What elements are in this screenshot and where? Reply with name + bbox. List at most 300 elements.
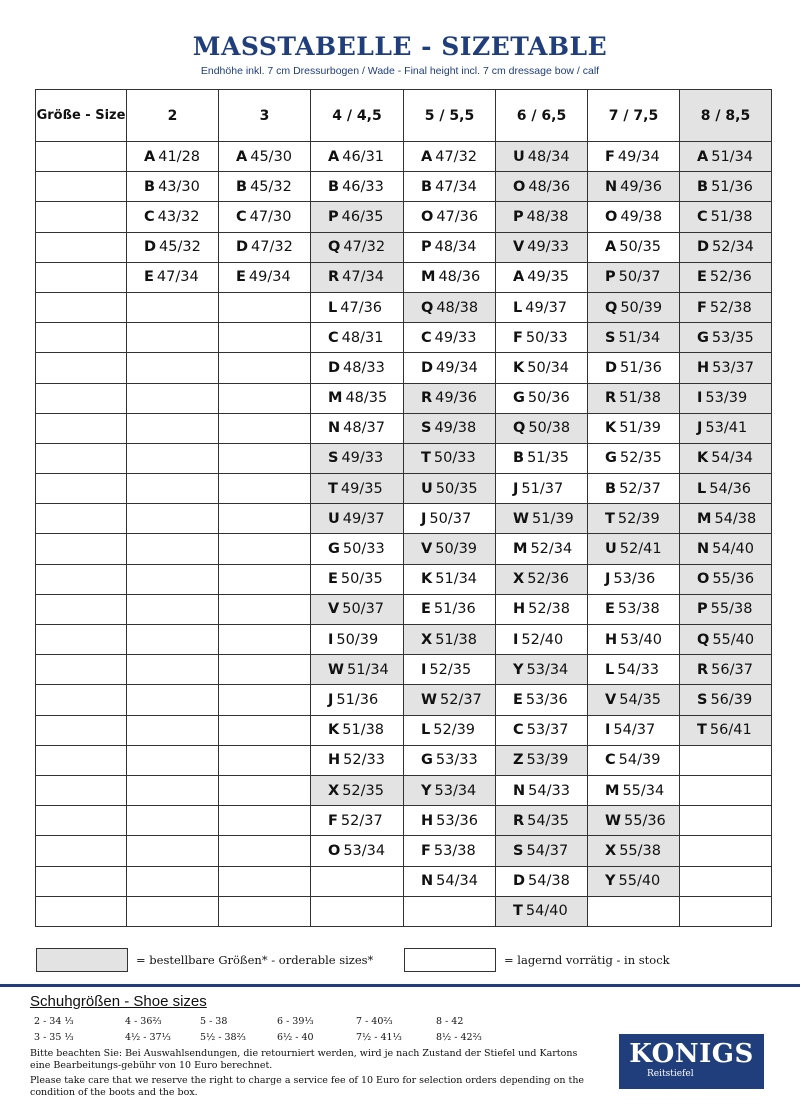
size-cell xyxy=(311,474,404,504)
size-cell xyxy=(496,534,588,564)
cell-letter: P xyxy=(328,208,339,225)
cell-letter: T xyxy=(421,450,431,467)
cell-value: 54/35 xyxy=(527,812,569,829)
size-cell xyxy=(219,594,311,624)
cell-value: 49/35 xyxy=(340,480,383,497)
size-cell xyxy=(311,896,404,926)
cell-letter: S xyxy=(328,450,339,467)
size-cell xyxy=(496,353,588,383)
cell-value: 48/33 xyxy=(343,359,385,376)
cell-letter: I xyxy=(421,661,427,678)
cell-letter: V xyxy=(513,239,525,256)
cell-value: 46/31 xyxy=(342,148,385,165)
size-cell xyxy=(127,534,219,564)
size-cell xyxy=(588,443,680,473)
cell-value: 53/38 xyxy=(433,842,476,859)
size-cell xyxy=(36,202,127,232)
cell-letter: J xyxy=(605,571,611,588)
size-cell xyxy=(496,172,588,202)
cell-value: 53/37 xyxy=(526,722,569,739)
cell-letter: M xyxy=(513,541,528,558)
size-cell xyxy=(404,806,496,836)
size-cell xyxy=(219,172,311,202)
cell-letter: B xyxy=(421,178,433,195)
size-cell xyxy=(496,806,588,836)
cell-value: 47/34 xyxy=(342,269,384,286)
cell-value: 56/39 xyxy=(710,691,753,708)
table-row xyxy=(36,353,772,383)
size-cell xyxy=(311,202,404,232)
cell-value: 55/36 xyxy=(712,571,755,588)
size-cell xyxy=(311,775,404,805)
header-row xyxy=(36,90,772,142)
cell-value: 54/35 xyxy=(619,691,662,708)
table-row xyxy=(36,685,772,715)
cell-letter: X xyxy=(605,842,617,859)
konigs-logo xyxy=(619,1034,764,1089)
cell-value: 55/36 xyxy=(624,812,666,829)
cell-letter: R xyxy=(697,661,709,678)
cell-value: 52/35 xyxy=(619,450,662,467)
size-cell xyxy=(404,896,496,926)
size-cell xyxy=(404,413,496,443)
size-cell xyxy=(496,685,588,715)
cell-letter: V xyxy=(421,541,433,558)
cell-letter: K xyxy=(697,450,709,467)
cell-value: 49/33 xyxy=(434,329,477,346)
cell-letter: L xyxy=(513,299,523,316)
size-cell xyxy=(311,413,404,443)
table-row xyxy=(36,413,772,443)
cell-letter: I xyxy=(513,631,519,648)
cell-value: 43/30 xyxy=(158,178,200,195)
size-cell xyxy=(219,775,311,805)
cell-value: 50/33 xyxy=(342,541,385,558)
cell-value: 49/34 xyxy=(436,359,478,376)
table-row xyxy=(36,504,772,534)
cell-letter: G xyxy=(421,752,433,769)
size-cell xyxy=(219,232,311,262)
cell-value: 53/34 xyxy=(526,661,569,678)
page-subtitle: Endhöhe inkl. 7 cm Dressurbogen / Wade - Final height incl. 7 cm dressage bow / calf xyxy=(200,65,600,77)
size-cell xyxy=(588,504,680,534)
size-cell xyxy=(496,594,588,624)
size-cell xyxy=(219,745,311,775)
cell-letter: M xyxy=(328,390,343,407)
size-cell xyxy=(219,142,311,172)
cell-letter: K xyxy=(328,722,340,739)
size-cell xyxy=(36,866,127,896)
cell-value: 52/35 xyxy=(342,782,384,799)
cell-letter: S xyxy=(513,842,524,859)
size-cell xyxy=(36,685,127,715)
size-cell xyxy=(588,534,680,564)
size-cell xyxy=(311,383,404,413)
cell-letter: E xyxy=(697,269,707,286)
header-size-1: 2 xyxy=(127,90,219,142)
cell-value: 52/35 xyxy=(429,661,472,678)
legend-orderable-label: = bestellbare Größen* - orderable sizes* xyxy=(136,953,374,967)
cell-value: 41/28 xyxy=(158,148,201,165)
size-cell xyxy=(588,866,680,896)
shoe-size-entry: 5½ - 38⅔ xyxy=(200,1032,246,1043)
cell-letter: E xyxy=(421,601,431,618)
cell-letter: C xyxy=(513,722,524,739)
cell-value: 48/37 xyxy=(343,420,385,437)
header-size-5: 6 / 6,5 xyxy=(496,90,588,142)
cell-value: 50/33 xyxy=(433,450,476,467)
page-title: MASSTABELLE - SIZETABLE xyxy=(192,32,608,61)
size-cell xyxy=(127,413,219,443)
cell-value: 51/38 xyxy=(435,631,477,648)
size-cell xyxy=(127,443,219,473)
cell-value: 49/37 xyxy=(342,510,385,527)
cell-value: 47/34 xyxy=(435,178,477,195)
size-cell xyxy=(127,383,219,413)
shoe-size-entry: 4 - 36⅔ xyxy=(125,1016,162,1027)
cell-letter: Q xyxy=(605,299,618,316)
cell-value: 50/37 xyxy=(618,269,661,286)
size-cell xyxy=(311,142,404,172)
cell-value: 51/38 xyxy=(342,722,385,739)
table-row xyxy=(36,745,772,775)
cell-letter: T xyxy=(697,722,707,739)
cell-letter: P xyxy=(697,601,708,618)
cell-letter: L xyxy=(697,480,707,497)
size-cell xyxy=(311,232,404,262)
size-cell xyxy=(588,685,680,715)
size-cell xyxy=(588,896,680,926)
size-cell xyxy=(36,564,127,594)
cell-letter: T xyxy=(513,903,523,920)
cell-value: 53/38 xyxy=(617,601,660,618)
cell-letter: J xyxy=(421,510,427,527)
cell-value: 51/35 xyxy=(527,450,569,467)
cell-letter: J xyxy=(697,420,703,437)
size-cell xyxy=(404,292,496,322)
size-cell xyxy=(127,172,219,202)
size-cell xyxy=(588,745,680,775)
cell-value: 52/38 xyxy=(709,299,752,316)
size-cell xyxy=(588,655,680,685)
cell-value: 51/34 xyxy=(347,661,389,678)
cell-letter: S xyxy=(605,329,616,346)
cell-letter: T xyxy=(605,510,615,527)
size-cell xyxy=(36,353,127,383)
cell-letter: A xyxy=(513,269,525,286)
size-cell xyxy=(219,625,311,655)
cell-letter: N xyxy=(328,420,341,437)
cell-letter: M xyxy=(421,269,436,286)
size-cell xyxy=(219,564,311,594)
cell-value: 53/39 xyxy=(526,752,569,769)
cell-value: 48/34 xyxy=(527,148,570,165)
header-size-6: 7 / 7,5 xyxy=(588,90,680,142)
shoe-size-entry: 4½ - 37⅓ xyxy=(125,1032,171,1043)
size-cell xyxy=(127,625,219,655)
size-cell xyxy=(36,413,127,443)
size-cell xyxy=(588,594,680,624)
table-row xyxy=(36,836,772,866)
size-cell xyxy=(127,866,219,896)
shoe-sizes-title: Schuhgrößen - Shoe sizes xyxy=(30,993,207,1010)
cell-letter: M xyxy=(697,510,712,527)
cell-letter: C xyxy=(421,329,432,346)
size-cell xyxy=(219,474,311,504)
header-size-label: Größe - Size xyxy=(36,90,127,142)
cell-value: 51/36 xyxy=(433,601,476,618)
size-cell xyxy=(680,504,772,534)
cell-value: 52/38 xyxy=(528,601,570,618)
cell-value: 49/36 xyxy=(620,178,662,195)
size-cell xyxy=(311,443,404,473)
size-cell xyxy=(588,715,680,745)
size-cell xyxy=(588,262,680,292)
size-cell xyxy=(127,202,219,232)
size-cell xyxy=(127,232,219,262)
cell-letter: K xyxy=(605,420,617,437)
size-cell xyxy=(496,232,588,262)
cell-value: 47/32 xyxy=(251,239,293,256)
size-cell xyxy=(680,534,772,564)
size-cell xyxy=(127,655,219,685)
cell-value: 53/36 xyxy=(436,812,478,829)
size-cell xyxy=(588,292,680,322)
cell-value: 47/32 xyxy=(343,239,386,256)
table-row xyxy=(36,232,772,262)
size-cell xyxy=(404,836,496,866)
cell-value: 51/34 xyxy=(618,329,661,346)
cell-letter: U xyxy=(421,480,433,497)
size-cell xyxy=(680,292,772,322)
size-cell xyxy=(404,202,496,232)
table-row xyxy=(36,594,772,624)
cell-value: 50/35 xyxy=(619,239,662,256)
size-cell xyxy=(219,685,311,715)
cell-letter: H xyxy=(605,631,618,648)
legend-orderable-swatch xyxy=(36,948,128,972)
size-cell xyxy=(496,443,588,473)
cell-value: 47/36 xyxy=(340,299,383,316)
size-cell xyxy=(404,715,496,745)
cell-value: 50/35 xyxy=(435,480,478,497)
shoe-size-entry: 7 - 40⅔ xyxy=(356,1016,393,1027)
cell-value: 54/40 xyxy=(712,541,754,558)
size-cell xyxy=(127,262,219,292)
size-cell xyxy=(219,292,311,322)
size-cell xyxy=(404,172,496,202)
size-cell xyxy=(219,323,311,353)
cell-value: 51/38 xyxy=(619,390,661,407)
cell-letter: B xyxy=(697,178,709,195)
cell-value: 52/37 xyxy=(619,480,661,497)
shoe-size-entry: 5 - 38 xyxy=(200,1016,228,1027)
legend-in-stock-label: = lagernd vorrätig - in stock xyxy=(504,953,670,967)
size-cell xyxy=(680,896,772,926)
cell-letter: C xyxy=(328,329,339,346)
size-cell xyxy=(496,564,588,594)
cell-value: 51/38 xyxy=(710,208,753,225)
size-cell xyxy=(127,775,219,805)
size-cell xyxy=(404,353,496,383)
cell-value: 51/36 xyxy=(336,691,379,708)
size-cell xyxy=(311,655,404,685)
table-row xyxy=(36,142,772,172)
size-cell xyxy=(36,655,127,685)
size-cell xyxy=(588,775,680,805)
size-cell xyxy=(496,262,588,292)
cell-letter: D xyxy=(421,359,434,376)
cell-value: 50/33 xyxy=(525,329,568,346)
size-cell xyxy=(404,594,496,624)
cell-letter: P xyxy=(605,269,616,286)
size-cell xyxy=(680,262,772,292)
size-cell xyxy=(127,142,219,172)
size-cell xyxy=(680,745,772,775)
size-cell xyxy=(404,775,496,805)
cell-letter: T xyxy=(328,480,338,497)
cell-value: 48/36 xyxy=(528,178,571,195)
size-cell xyxy=(219,504,311,534)
cell-value: 52/39 xyxy=(433,722,476,739)
size-cell xyxy=(36,836,127,866)
cell-letter: F xyxy=(421,842,431,859)
size-cell xyxy=(496,625,588,655)
cell-letter: Q xyxy=(513,420,526,437)
cell-letter: L xyxy=(421,722,431,739)
cell-letter: N xyxy=(697,541,710,558)
size-cell xyxy=(36,745,127,775)
cell-letter: D xyxy=(144,239,157,256)
cell-letter: I xyxy=(697,390,703,407)
cell-letter: C xyxy=(605,752,616,769)
cell-letter: C xyxy=(697,208,708,225)
size-cell xyxy=(680,655,772,685)
size-cell xyxy=(36,142,127,172)
size-cell xyxy=(219,806,311,836)
cell-value: 50/38 xyxy=(528,420,571,437)
cell-letter: G xyxy=(697,329,709,346)
size-cell xyxy=(311,715,404,745)
table-row xyxy=(36,564,772,594)
cell-letter: N xyxy=(605,178,618,195)
size-cell xyxy=(680,866,772,896)
cell-value: 45/30 xyxy=(250,148,293,165)
size-cell xyxy=(311,866,404,896)
cell-letter: D xyxy=(697,239,710,256)
cell-value: 55/38 xyxy=(619,842,661,859)
cell-letter: E xyxy=(236,269,246,286)
cell-value: 53/36 xyxy=(613,571,656,588)
shoe-size-entry: 2 - 34 ⅓ xyxy=(34,1016,74,1027)
cell-value: 52/36 xyxy=(709,269,752,286)
cell-value: 54/33 xyxy=(528,782,570,799)
cell-letter: H xyxy=(513,601,526,618)
size-cell xyxy=(680,353,772,383)
cell-value: 52/37 xyxy=(340,812,383,829)
size-cell xyxy=(127,806,219,836)
size-cell xyxy=(219,443,311,473)
cell-letter: A xyxy=(328,148,340,165)
cell-value: 55/34 xyxy=(622,782,665,799)
table-row xyxy=(36,202,772,232)
size-cell xyxy=(496,655,588,685)
cell-value: 54/39 xyxy=(618,752,661,769)
size-cell xyxy=(588,142,680,172)
size-cell xyxy=(36,443,127,473)
cell-letter: O xyxy=(328,842,341,859)
size-cell xyxy=(311,323,404,353)
cell-value: 47/34 xyxy=(156,269,199,286)
table-row xyxy=(36,172,772,202)
table-row xyxy=(36,806,772,836)
size-cell xyxy=(496,715,588,745)
size-cell xyxy=(680,142,772,172)
cell-letter: G xyxy=(605,450,617,467)
cell-value: 52/36 xyxy=(527,571,569,588)
size-cell xyxy=(680,685,772,715)
cell-value: 43/32 xyxy=(157,208,200,225)
cell-value: 45/32 xyxy=(250,178,292,195)
cell-value: 53/35 xyxy=(711,329,754,346)
cell-letter: D xyxy=(328,359,341,376)
size-cell xyxy=(127,896,219,926)
cell-value: 50/37 xyxy=(429,510,472,527)
size-cell xyxy=(36,504,127,534)
cell-letter: R xyxy=(328,269,340,286)
cell-letter: Q xyxy=(697,631,710,648)
cell-letter: M xyxy=(605,782,620,799)
cell-letter: V xyxy=(605,691,617,708)
cell-letter: U xyxy=(513,148,525,165)
size-cell xyxy=(36,534,127,564)
table-row xyxy=(36,474,772,504)
cell-letter: U xyxy=(328,510,340,527)
size-cell xyxy=(36,896,127,926)
cell-value: 49/37 xyxy=(525,299,568,316)
cell-value: 51/36 xyxy=(620,359,662,376)
size-cell xyxy=(219,655,311,685)
size-cell xyxy=(680,323,772,353)
size-cell xyxy=(311,292,404,322)
size-cell xyxy=(588,353,680,383)
size-cell xyxy=(680,625,772,655)
cell-letter: H xyxy=(328,752,341,769)
size-cell xyxy=(680,413,772,443)
cell-letter: B xyxy=(605,480,617,497)
size-cell xyxy=(311,353,404,383)
size-cell xyxy=(680,564,772,594)
size-cell xyxy=(496,292,588,322)
size-cell xyxy=(496,836,588,866)
size-cell xyxy=(127,504,219,534)
size-cell xyxy=(588,232,680,262)
cell-letter: F xyxy=(513,329,523,346)
cell-value: 46/35 xyxy=(341,208,384,225)
size-cell xyxy=(36,323,127,353)
shoe-size-entry: 8½ - 42⅔ xyxy=(436,1032,482,1043)
size-cell xyxy=(496,202,588,232)
size-cell xyxy=(588,323,680,353)
cell-letter: W xyxy=(421,691,437,708)
size-cell xyxy=(219,866,311,896)
table-row xyxy=(36,655,772,685)
size-cell xyxy=(496,866,588,896)
size-cell xyxy=(36,806,127,836)
cell-letter: K xyxy=(513,359,525,376)
cell-letter: F xyxy=(328,812,338,829)
cell-value: 49/38 xyxy=(620,208,663,225)
